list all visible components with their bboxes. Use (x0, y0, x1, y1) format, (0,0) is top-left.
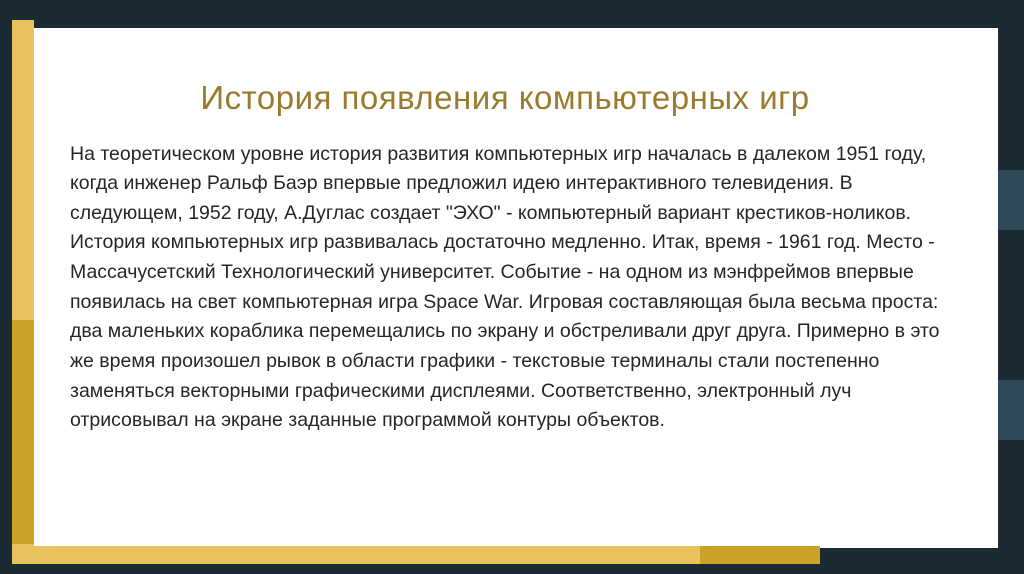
slide-body-paragraph: На теоретическом уровне история развития компьютерных игр началась в далеком 1951 году, когда инженер Ральф Баэр впервые предложил идею интерактивного телевидения. В следующем, 1952 году, А.Дуглас создает "ЭХО" - компьютерный вариант крестиков-ноликов. История компьютерных игр развивалась достаточно медленно. Итак, время - 1961 год. Место - Массачусетский Технологический университет. Событие - на одном из мэнфреймов впервые появилась на свет компьютерная игра Space War. Игровая составляющая была весьма проста: два маленьких кораблика перемещались по экрану и обстреливали друг друга. Примерно в это же время произошел рывок в области графики - текстовые терминалы стали постепенно заменяться векторными графическими дисплеями. Соответственно, электронный луч отрисовывал на экране заданные программой контуры объектов. (70, 142, 940, 432)
slide-content-area (34, 28, 996, 546)
slide-text-block (50, 78, 960, 436)
accent-bar-left-bottom (12, 320, 34, 556)
frame-top-bar (0, 0, 1024, 28)
accent-notch-right-upper (998, 170, 1024, 230)
accent-notch-right-lower (998, 380, 1024, 440)
accent-bar-bottom-dark (700, 544, 820, 564)
accent-bar-left-top (12, 20, 34, 320)
accent-bar-bottom-light (12, 544, 712, 564)
frame-right-bar (998, 0, 1024, 574)
slide-title: История появления компьютерных игр (200, 79, 810, 116)
